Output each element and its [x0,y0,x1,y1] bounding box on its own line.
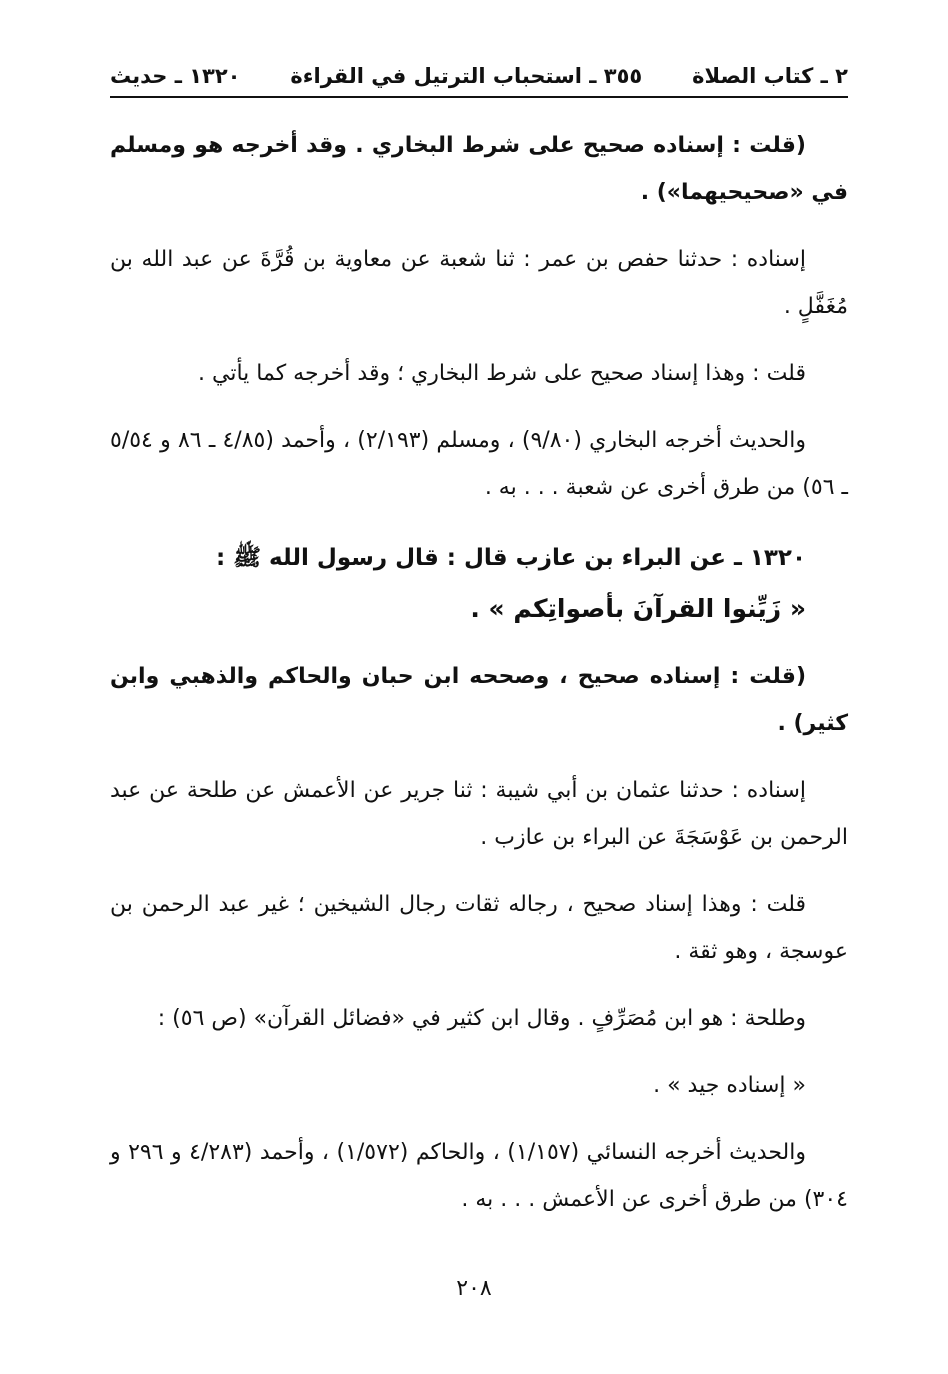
takhrij-paragraph: والحديث أخرجه النسائي (١/١٥٧) ، والحاكم (١/٥٧٢) ، وأحمد (٤/٢٨٣ و ٢٩٦ و ٣٠٤) من طرق أخرى عن الأعمش . . . به . [110,1140,848,1212]
page-number: ٢٠٨ [456,1276,492,1301]
quoted-grading: « إسناده جيد » . [653,1073,806,1098]
comment-paragraph: قلت : وهذا إسناد صحيح على شرط البخاري ؛ وقد أخرجه كما يأتي . [198,361,806,386]
narrator-note-paragraph: وطلحة : هو ابن مُصَرِّفٍ . وقال ابن كثير في «فضائل القرآن» (ص ٥٦) : [157,1006,806,1031]
header-chapter-title: ٣٥٥ ـ استحباب الترتيل في القراءة [290,64,643,88]
verdict-paragraph: (قلت : إسناده صحيح ، وصححه ابن حبان والحاكم والذهبي وابن كثير) . [110,664,848,736]
page-body [110,64,848,1243]
isnad-paragraph: إسناده : حدثنا عثمان بن أبي شيبة : ثنا جرير عن الأعمش عن طلحة عن عبد الرحمن بن عَوْسَجَةَ عن البراء بن عازب . [110,778,848,850]
running-header [110,64,848,98]
header-hadith-number: ١٣٢٠ ـ حديث [110,64,241,88]
hadith-intro: ١٣٢٠ ـ عن البراء بن عازب قال : قال رسول الله ﷺ : [216,545,806,571]
isnad-paragraph: إسناده : حدثنا حفص بن عمر : ثنا شعبة عن معاوية بن قُرَّةَ عن عبد الله بن مُغَفَّلٍ . [110,247,848,319]
header-book-title: ٢ ـ كتاب الصلاة [692,64,848,88]
verdict-paragraph: (قلت : إسناده صحيح على شرط البخاري . وقد أخرجه هو ومسلم في «صحيحيهما») . [110,133,848,205]
hadith-text: « زَيِّنوا القرآنَ بأصواتِكم » . [470,594,806,623]
comment-paragraph: قلت : وهذا إسناد صحيح ، رجاله ثقات رجال الشيخين ؛ غير عبد الرحمن بن عوسجة ، وهو ثقة . [110,892,848,964]
takhrij-paragraph: والحديث أخرجه البخاري (٩/٨٠) ، ومسلم (٢/١٩٣) ، وأحمد (٤/٨٥ ـ ٨٦ و ٥/٥٤ ـ ٥٦) من طرق أخرى عن شعبة . . . به . [110,428,848,500]
